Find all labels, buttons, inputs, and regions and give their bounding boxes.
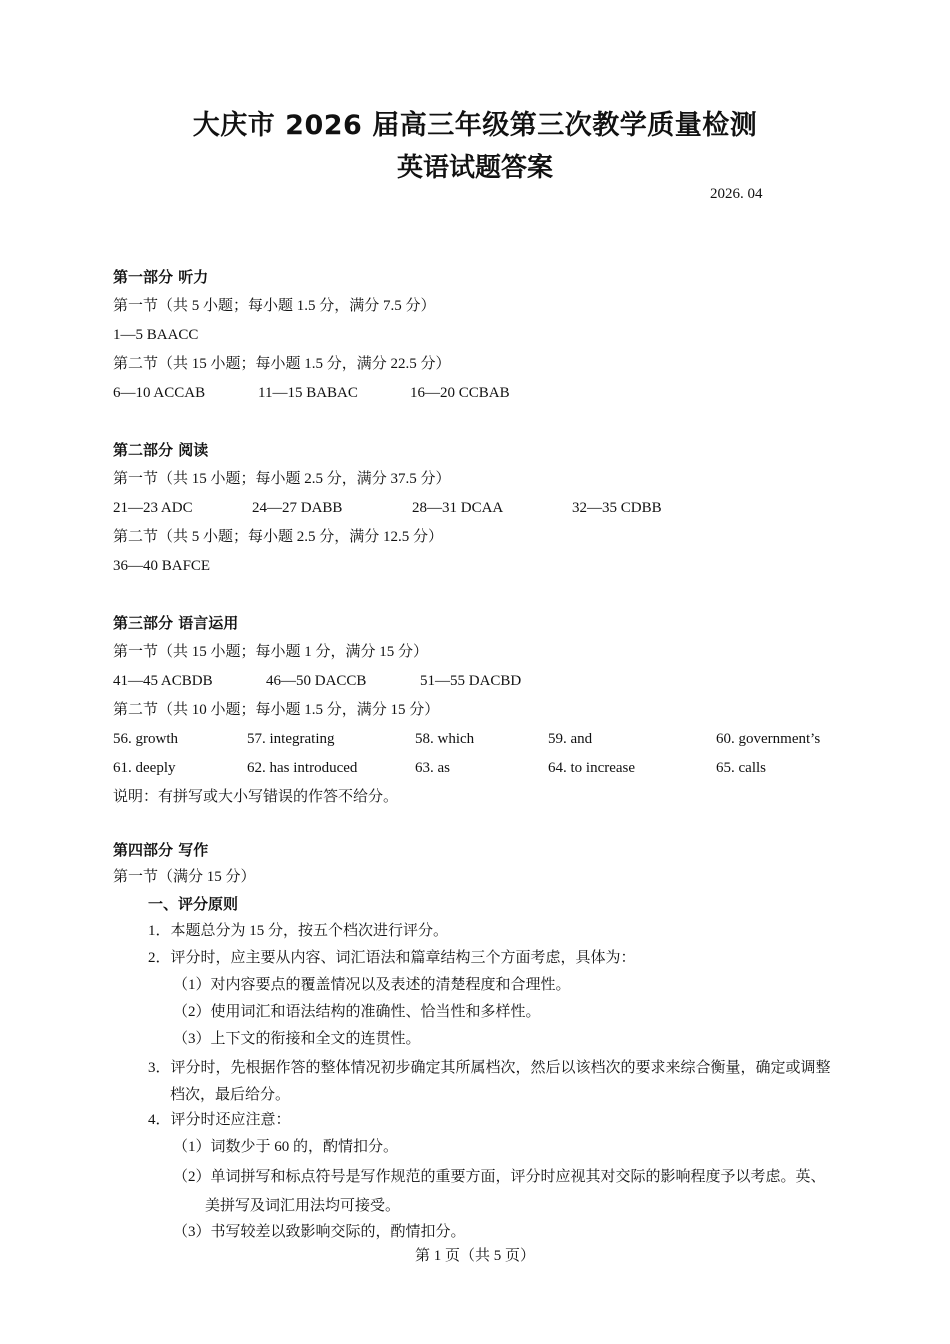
fill-answer: 65. calls [716,760,766,776]
document-subtitle: 英语试题答案 [396,153,553,183]
part3-note: 说明：有拼写或大小写错误的作答不给分。 [113,789,399,805]
part3-section1-answers [113,670,838,699]
principle-2-item: （1）对内容要点的覆盖情况以及表述的清楚程度和合理性。 [173,977,571,993]
principle-2: 2．评分时，应主要从内容、词汇语法和篇章结构三个方面考虑，具体为： [148,950,636,966]
answer-group: 32—35 CDBB [572,500,662,516]
answer-group: 21—23 ADC [113,500,193,516]
answer-group: 41—45 ACBDB [113,673,213,689]
principle-4: 4．评分时还应注意： [148,1112,291,1128]
principle-3: 3．评分时，先根据作答的整体情况初步确定其所属档次，然后以该档次的要求来综合衡量，确定或调整档次，最后给分。 [148,1060,831,1103]
part1-section2: 第二节（共 15 小题；每小题 1.5 分，满分 22.5 分） [113,356,451,372]
part1-heading: 第一部分 听力 [113,268,209,286]
answer-group: 6—10 ACCAB [113,385,206,401]
fill-answer: 63. as [415,760,450,776]
answer-group: 51—55 DACBD [420,673,522,689]
part2-section1-answers [113,497,838,526]
fill-answer: 57. integrating [247,731,335,747]
answer-group: 24—27 DABB [252,500,343,516]
fill-answer: 62. has introduced [247,760,358,776]
document-title: 大庆市 2026 届高三年级第三次教学质量检测 [192,110,758,141]
answer-group: 28—31 DCAA [412,500,504,516]
document-date: 2026. 04 [710,186,763,202]
part3-answers-row2 [113,757,838,786]
part3-heading: 第三部分 语言运用 [113,614,239,632]
principle-4-item: （1）词数少于 60 的，酌情扣分。 [173,1139,399,1155]
principles-heading: 一、评分原则 [148,895,239,913]
answer-group: 36—40 BAFCE [113,558,211,574]
fill-answer: 60. government’s [716,731,821,747]
part2-section1: 第一节（共 15 小题；每小题 2.5 分，满分 37.5 分） [113,471,451,487]
answer-group: 1—5 BAACC [113,327,199,343]
part3-answers-row1 [113,728,838,757]
answer-group: 16—20 CCBAB [410,385,510,401]
fill-answer: 64. to increase [548,760,636,776]
part1-section2-answers [113,382,838,411]
answer-group: 46—50 DACCB [266,673,367,689]
document-body [113,266,838,1248]
principle-4-item: （3）书写较差以致影响交际的，酌情扣分。 [173,1224,466,1240]
answer-group: 11—15 BABAC [258,385,358,401]
part1-section1-answers [113,324,838,353]
part4-section1: 第一节（满分 15 分） [113,869,256,885]
part4-heading: 第四部分 写作 [113,841,209,859]
part2-heading: 第二部分 阅读 [113,441,209,459]
part3-section1: 第一节（共 15 小题；每小题 1 分，满分 15 分） [113,644,429,660]
principle-4-item: （2）单词拼写和标点符号是写作规范的重要方面，评分时应视其对交际的影响程度予以考虑。英、美拼写及词汇用法均可接受。 [173,1169,826,1214]
fill-answer: 58. which [415,731,475,747]
page-footer: 第 1 页（共 5 页） [414,1248,535,1264]
principle-2-item: （3）上下文的衔接和全文的连贯性。 [173,1031,421,1047]
fill-answer: 56. growth [113,731,178,747]
fill-answer: 59. and [548,731,593,747]
fill-answer: 61. deeply [113,760,176,776]
principle-1: 1．本题总分为 15 分，按五个档次进行评分。 [148,923,449,939]
principle-2-item: （2）使用词汇和语法结构的准确性、恰当性和多样性。 [173,1004,541,1020]
part3-section2: 第二节（共 10 小题；每小题 1.5 分，满分 15 分） [113,702,440,718]
part2-section2-answers [113,555,838,584]
part2-section2: 第二节（共 5 小题；每小题 2.5 分，满分 12.5 分） [113,529,444,545]
part1-section1: 第一节（共 5 小题；每小题 1.5 分，满分 7.5 分） [113,298,436,314]
